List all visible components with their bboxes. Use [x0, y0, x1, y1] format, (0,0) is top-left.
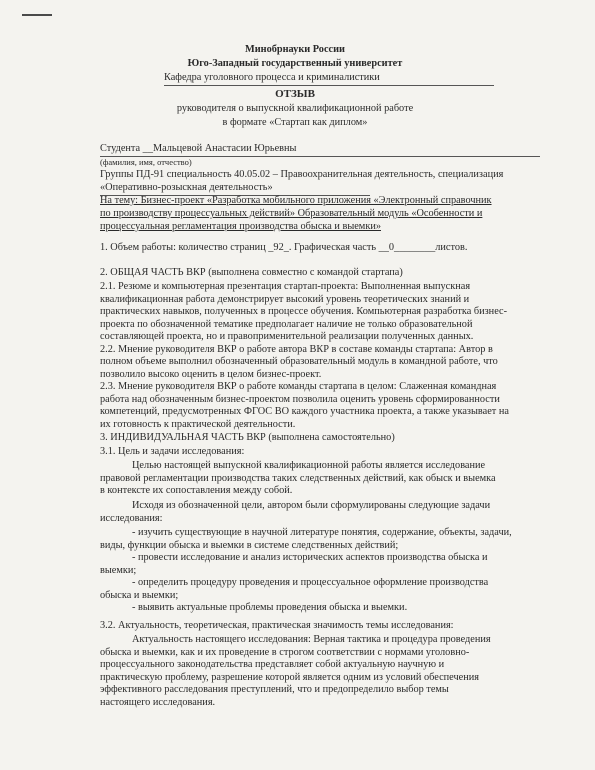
scan-mark: [22, 14, 52, 16]
document-title: ОТЗЫВ: [275, 88, 315, 100]
document-subtitle-1: руководителя о выпускной квалификационной работе: [176, 103, 414, 114]
department-name: Кафедра уголовного процесса и криминалистики: [164, 72, 494, 86]
section-3-goal: [100, 460, 552, 498]
tasks-intro-line: Исходя из обозначенной цели, автором были сформулированы следующие задачи: [132, 500, 491, 511]
section-2-body: [100, 281, 552, 432]
thesis-topic-line-3: процессуальная регламентация производства обыска и выемки»: [100, 221, 381, 232]
section-3-tasks-intro: [100, 500, 552, 525]
student-group-line: Группы ПД-91 специальность 40.05.02 – Правоохранительная деятельность, специализация: [100, 169, 504, 180]
section-2-line: 2.2. Мнение руководителя ВКР о работе автора ВКР в составе команды стартапа: Автор в: [100, 343, 493, 355]
section-3-2-heading: 3.2. Актуальность, теоретическая, практическая значимость темы исследования:: [100, 620, 454, 631]
goal-line: Целью настоящей выпускной квалификационной работы является исследование: [132, 460, 486, 471]
goal-line: правовой регламентации производства таких следственных действий, как обыск и выемка: [100, 472, 496, 484]
relevance-line: обыска и выемки, как и их проведение в строгом соответствии с нормами уголовно-: [100, 646, 470, 658]
section-2-line: полном объеме выполнил обозначенный образовательный модуль в командной работе, что: [100, 356, 498, 368]
student-name-caption: (фамилия, имя, отчество): [100, 157, 192, 167]
relevance-line: эффективного расследования преступлений, что и предопределило выбор темы: [100, 684, 449, 696]
ministry-name: Минобрнауки России: [245, 44, 345, 55]
goal-line: в контексте их сопоставления между собой.: [100, 485, 293, 497]
task-item: обыска и выемки;: [100, 589, 179, 601]
relevance-line: настоящего исследования.: [100, 696, 216, 708]
student-name-line: Студента __Мальцевой Анастасии Юрьевны: [100, 143, 540, 157]
task-item: виды, функции обыска и выемки в системе следственных действий;: [100, 539, 399, 551]
task-item: - выявить актуальные проблемы проведения обыска и выемки.: [132, 602, 408, 614]
section-2-line: составляющей проекта, но и правоприменительной реализации полученных данных.: [100, 331, 474, 343]
relevance-line: практическую проблему, разрешение которой является одним из условий обеспечения: [100, 671, 479, 683]
document-subtitle-2: в формате «Стартап как диплом»: [222, 117, 368, 128]
section-2-line: 2.1. Резюме и компьютерная презентация стартап-проекта: Выполненная выпускная: [100, 281, 471, 292]
section-2-line: квалификационная работа демонстрирует высокий уровень теоретических знаний и: [100, 293, 470, 305]
section-3-1-heading: 3.1. Цель и задачи исследования:: [100, 446, 245, 457]
section-2-line: работа над обозначенным бизнес-проектом позволила оценить уровень сформированности: [100, 393, 500, 405]
task-item: - определить процедуру проведения и процессуальное оформление производства: [132, 577, 489, 589]
task-item: - провести исследование и анализ исторических аспектов производства обыска и: [132, 552, 488, 564]
section-2-line: их готовность к практической деятельности.: [100, 419, 296, 431]
section-2-line: проекта по обозначенной тематике предполагает наличие не только образовательной: [100, 318, 473, 330]
thesis-topic-line-1: На тему: Бизнес-проект «Разработка мобильного приложения «Электронный справочник: [100, 195, 492, 206]
student-specialization: «Оперативно-розыскная деятельность»: [100, 182, 370, 196]
task-item: выемки;: [100, 564, 137, 576]
section-3-relevance: [100, 634, 552, 709]
university-name: Юго-Западный государственный университет: [187, 58, 403, 69]
work-volume: 1. Объем работы: количество страниц _92_. Графическая часть __0________листов.: [100, 242, 468, 253]
section-3-tasks-list: [100, 527, 552, 615]
task-item: - изучить существующие в научной литературе понятия, содержание, объекты, задачи,: [132, 527, 512, 538]
thesis-topic-line-2: по производству процессуальных действий» Образовательный модуль «Особенности и: [100, 208, 483, 219]
section-2-heading: 2. ОБЩАЯ ЧАСТЬ ВКР (выполнена совместно с командой стартапа): [100, 267, 403, 278]
section-2-line: 2.3. Мнение руководителя ВКР о работе команды стартапа в целом: Слаженная командная: [100, 381, 497, 393]
relevance-line: процессуального законодательства представляет собой актуальную научную и: [100, 659, 445, 671]
relevance-line: Актуальность настоящего исследования: Верная тактика и процедура проведения: [132, 634, 491, 645]
section-2-line: практических навыков, полученных в процессе обучения. Компьютерная разработка бизнес-: [100, 306, 508, 318]
section-3-heading: 3. ИНДИВИДУАЛЬНАЯ ЧАСТЬ ВКР (выполнена самостоятельно): [100, 432, 395, 443]
section-2-line: позволило высоко оценить в целом бизнес-проект.: [100, 368, 322, 380]
section-2-line: компетенций, предусмотренных ФГОС ВО каждого участника проекта, а также указывает на: [100, 406, 509, 418]
tasks-intro-line: исследования:: [100, 512, 163, 524]
